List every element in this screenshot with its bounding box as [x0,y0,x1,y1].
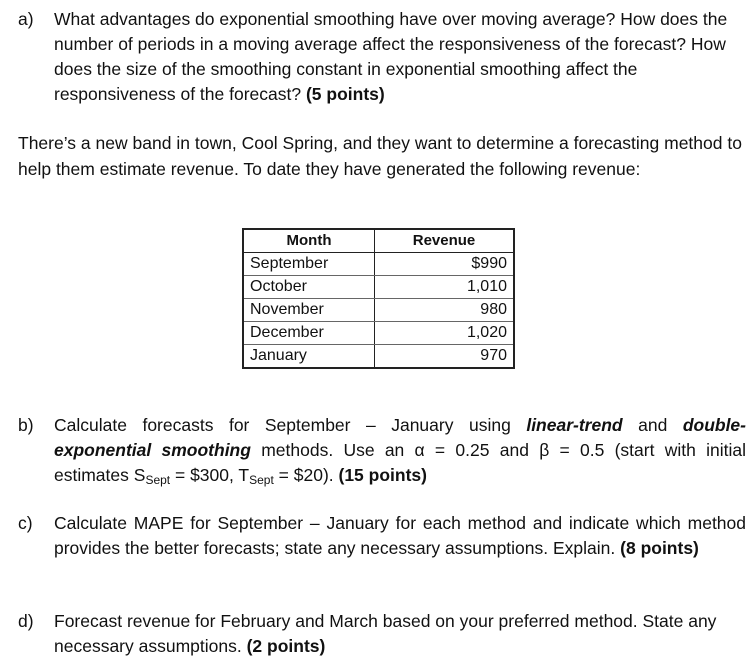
question-a-text: What advantages do exponential smoothing have over moving average? How does the number of periods in a moving average affect the responsiveness of the forecast? How does the size of the smoothing constant in exponential smoothing affect the responsiveness of the forecast? [54,9,728,104]
revenue-cell: $990 [375,253,515,276]
month-cell: January [243,345,375,369]
question-d [18,609,746,659]
question-c-body [54,511,746,561]
question-d-text: Forecast revenue for February and March based on your preferred method. State any necessary assumptions. [54,611,717,656]
question-b-text-1: Calculate forecasts for September – January using [54,415,527,435]
question-b-text-3: = $300, T [170,465,250,485]
month-cell: November [243,299,375,322]
table-row [243,276,514,299]
revenue-cell: 980 [375,299,515,322]
revenue-cell: 970 [375,345,515,369]
table-row [243,345,514,369]
table-row [243,299,514,322]
question-b-text-2: methods. Use an α = 0.25 and β = 0.5 (start with initial estimates S [54,440,746,485]
question-c-text: Calculate MAPE for September – January for each method and indicate which method provides the better forecasts; state any necessary assumptions. Explain. [54,513,746,558]
method-double-exponential: double-exponential smoothing [54,415,746,460]
method-linear-trend: linear-trend [526,415,623,435]
revenue-cell: 1,020 [375,322,515,345]
question-a-label: a) [18,9,34,29]
question-d-points: (2 points) [246,636,326,656]
question-b-text-4: = $20). [273,465,339,485]
month-cell: December [243,322,375,345]
question-a-body [54,7,746,107]
question-b-points: (15 points) [338,465,427,485]
table-header-row [243,229,514,253]
question-c [18,511,746,561]
question-b-label: b) [18,415,34,435]
subscript-s-sept: Sept [145,473,171,487]
question-b-and: and [622,415,683,435]
question-d-label: d) [18,611,34,631]
table-row [243,253,514,276]
question-b [18,413,746,493]
month-cell: September [243,253,375,276]
table-row [243,322,514,345]
month-header: Month [243,229,375,253]
month-cell: October [243,276,375,299]
question-a [18,7,746,107]
revenue-cell: 1,010 [375,276,515,299]
revenue-table [242,228,515,369]
question-c-points: (8 points) [620,538,699,558]
question-b-body [54,413,746,493]
question-a-points: (5 points) [305,84,385,104]
revenue-header: Revenue [375,229,515,253]
question-c-label: c) [18,513,33,533]
intro-paragraph: There’s a new band in town, Cool Spring, and they want to determine a forecasting method to help them estimate revenue. To date they have generated the following revenue: [18,133,742,179]
question-d-body [54,609,746,659]
subscript-t-sept: Sept [249,473,274,487]
